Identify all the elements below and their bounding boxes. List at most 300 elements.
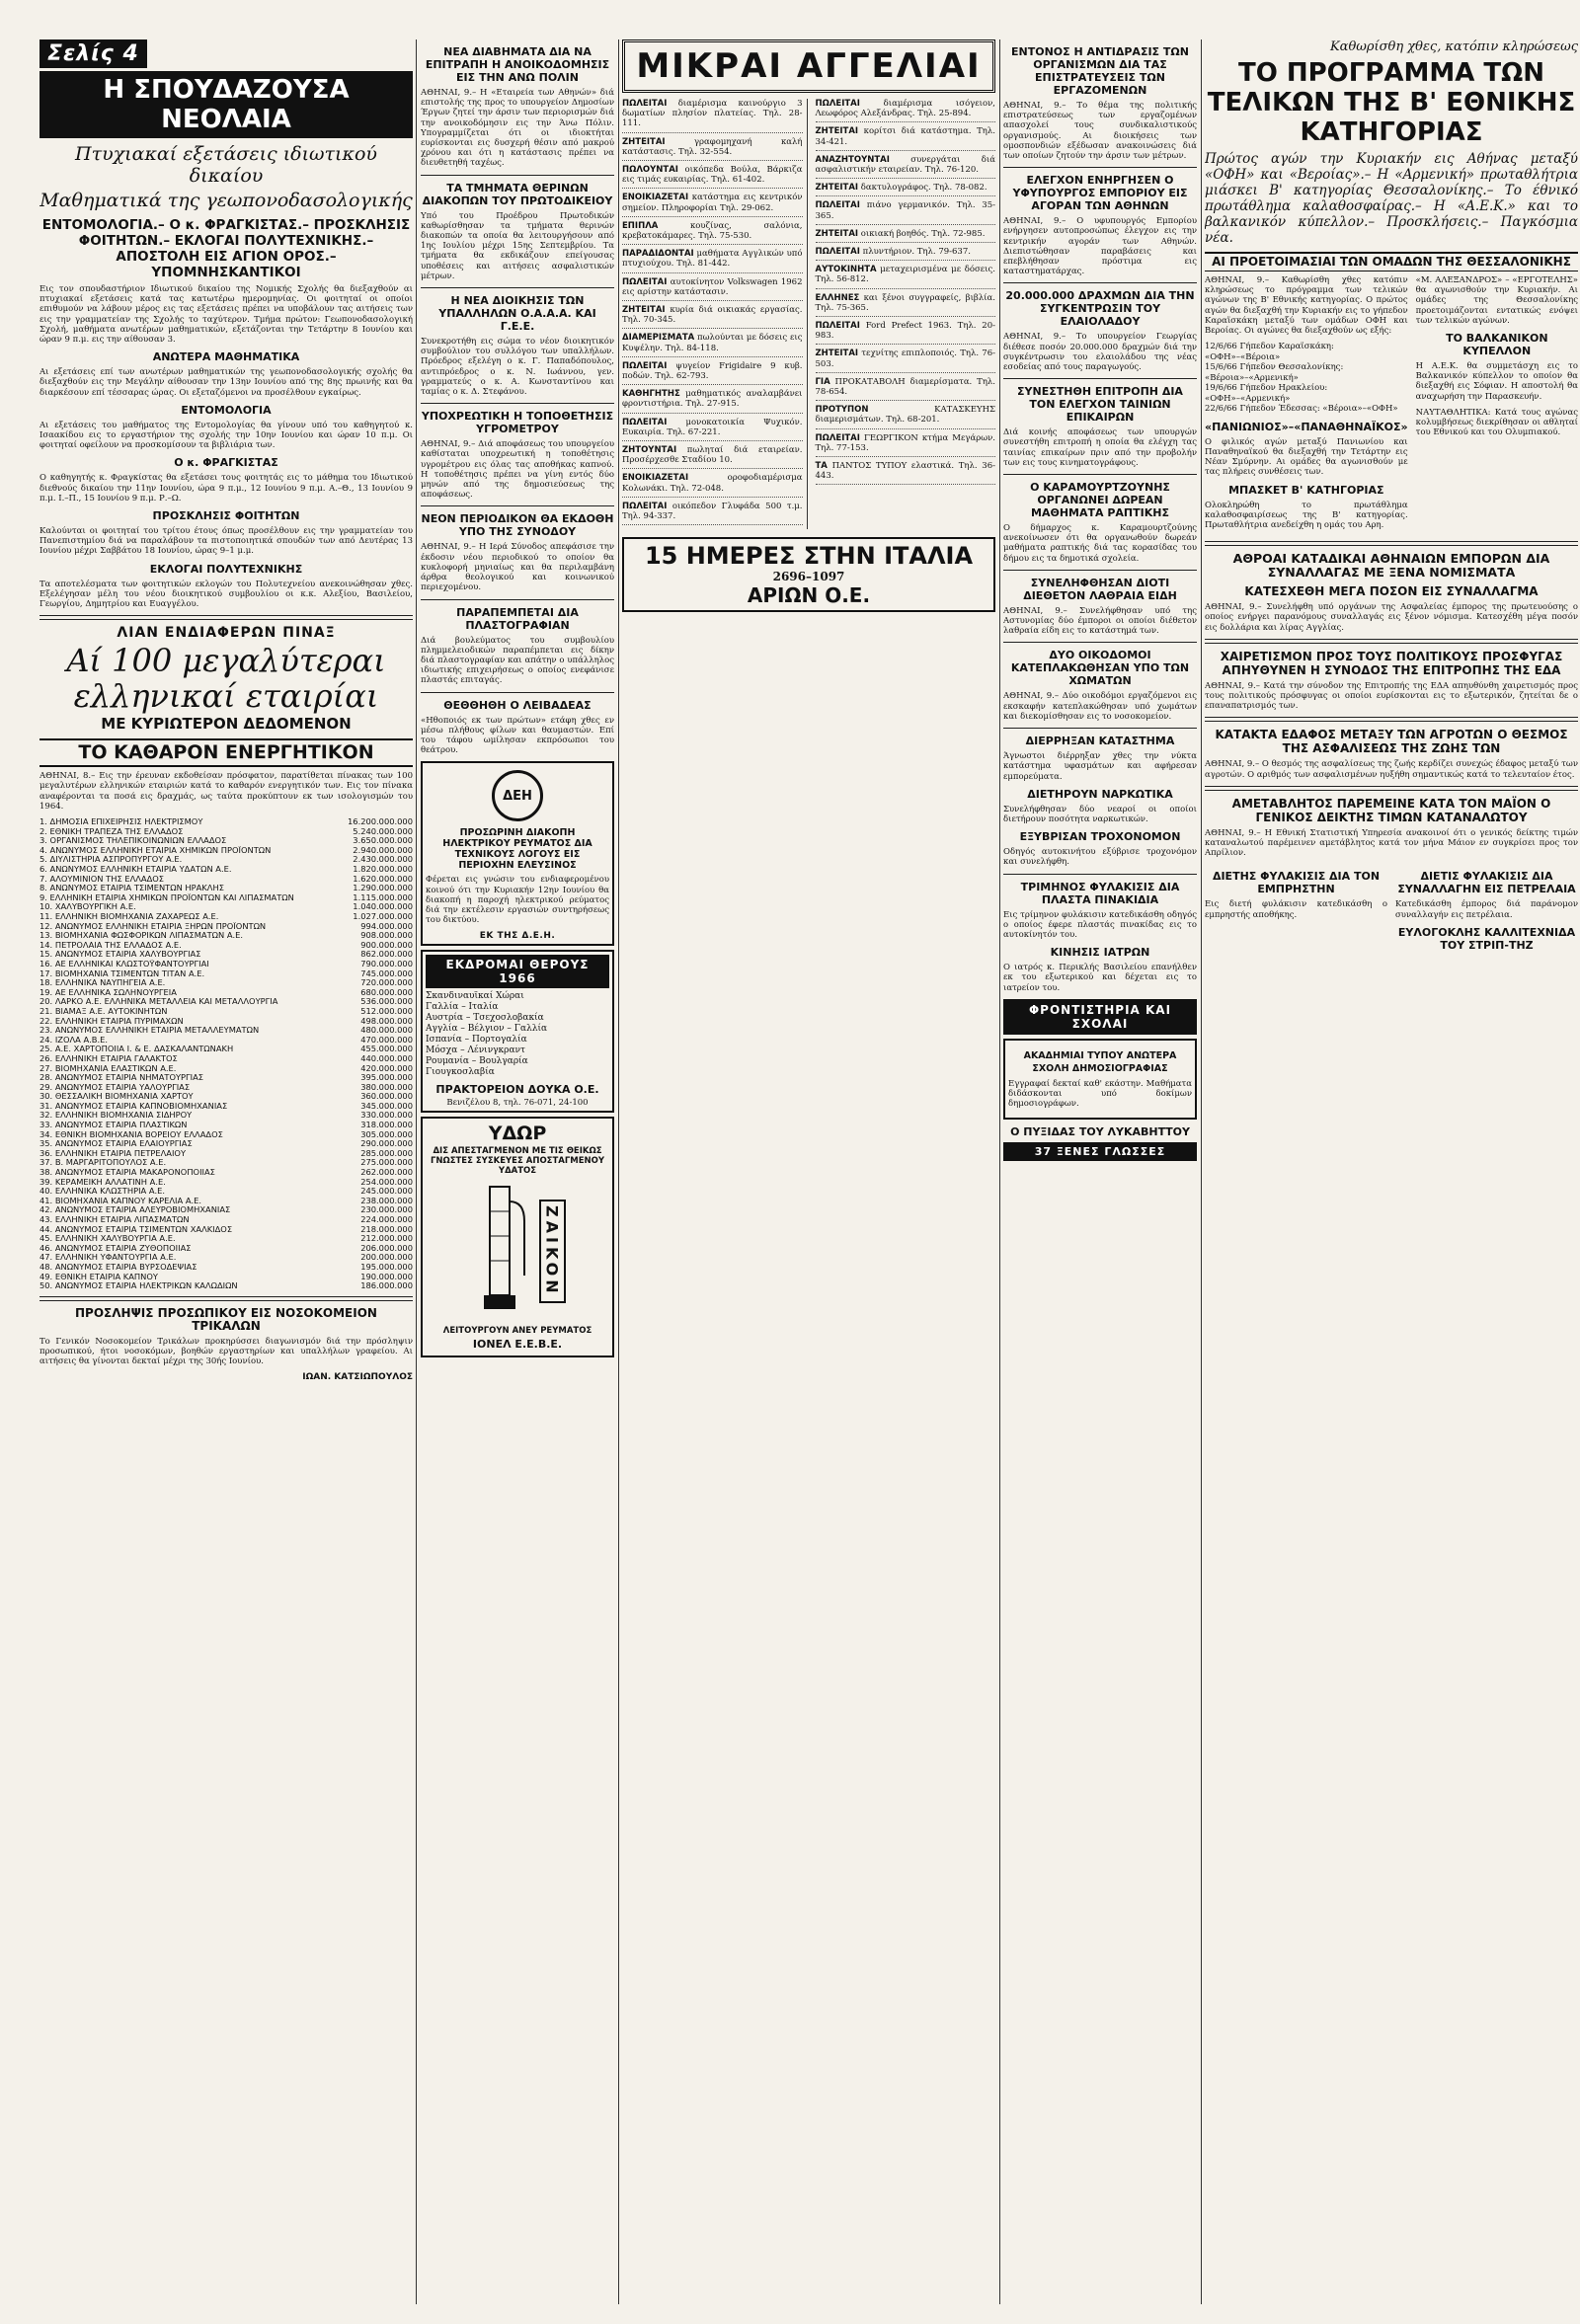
table-row [40, 1187, 413, 1197]
classified-ad: ΑΥΤΟΚΙΝΗΤΑ μεταχειρισμένα με δόσεις. Τηλ. 56-812. [816, 265, 996, 288]
classified-ad: ΖΗΤΕΙΤΑΙ τεχνίτης επιπλοποιός. Τηλ. 76-503. [816, 349, 996, 372]
body-text: Ο φιλικός αγών μεταξύ Πανιωνίου και Παναθηναϊκού θα διεξαχθή την Τετάρτην εις Νέαν Σμύρνην. Αι ομάδες θα αγωνισθούν με τας πλήρεις συνθέσεις των. [1205, 436, 1408, 478]
table-row [40, 1102, 413, 1112]
classified-ad: ΠΩΛΕΙΤΑΙ μονοκατοικία Ψυχικόν. Ευκαιρία. Τηλ. 67-221. [622, 418, 803, 441]
list-item: Γιουγκοσλαβία [426, 1067, 495, 1078]
school-ad [1003, 1039, 1197, 1121]
table-row [40, 1281, 413, 1291]
company-value: 3.650.000.000 [353, 836, 413, 846]
headline: ΤΡΙΜΗΝΟΣ ΦΥΛΑΚΙΣΙΣ ΔΙΑ ΠΛΑΣΤΑ ΠΙΝΑΚΙΔΙΑ [1020, 880, 1180, 906]
company-value: 536.000.000 [360, 997, 413, 1007]
company-value: 305.000.000 [360, 1129, 413, 1139]
table-row [40, 836, 413, 846]
ad-firm: ΑΡΙΩΝ Ο.Ε. [747, 583, 871, 608]
divider [421, 599, 614, 600]
table-row [40, 922, 413, 932]
body-text: Συνεκροτήθη εις σώμα το νέον διοικητικόν συμβούλιον του συλλόγου των υπαλλήλων. Πρόεδρος εξελέγη ο κ. Γ. Παπαδόπουλος, αντιπρόεδρος ο κ. Ν. Ιωάννου, γεν. γραμματεύς ο κ. Α. Κωνσταντίνου και ταμίας ο κ. Δ. Στεφάνου. [421, 337, 614, 398]
ad-title: 15 ΗΜΕΡΕΣ ΣΤΗΝ ΙΤΑΛΙΑ [644, 542, 974, 571]
company-value: 420.000.000 [360, 1063, 413, 1073]
table-row [40, 941, 413, 951]
page-number-logo: Σελίς 4 [40, 39, 147, 68]
company-value: 5.240.000.000 [353, 826, 413, 836]
company-name: 9. ΕΛΛΗΝΙΚΗ ΕΤΑΙΡΙΑ ΧΗΜΙΚΩΝ ΠΡΟΪΟΝΤΩΝ ΚΑΙ ΛΙΠΑΣΜΑΤΩΝ [40, 892, 294, 902]
table-row [40, 997, 413, 1007]
still-apparatus-icon [470, 1182, 529, 1320]
body-text: ΑΘΗΝΑΙ, 9.– Κατά την σύνοδον της Επιτροπής της ΕΔΑ απηυθύνθη χαιρετισμός προς τους πολιτικούς πρόσφυγας οι οποίοι ευρίσκονται εις το εξωτερικόν, ζητείται δε ο επαναπατρισμός των. [1205, 680, 1578, 712]
table-row [40, 893, 413, 903]
company-value: 360.000.000 [360, 1092, 413, 1102]
section-banner: Η ΣΠΟΥΔΑΖΟΥΣΑ ΝΕΟΛΑΙΑ [40, 71, 413, 138]
companies-table [40, 817, 413, 1291]
company-value: 395.000.000 [360, 1073, 413, 1083]
fixture-item: 12/6/66 Γήπεδον Καραϊσκάκη: «ΟΦΗ»–«Βέροια» [1205, 342, 1334, 362]
list-item: Αγγλία – Βέλγιον – Γαλλία [426, 1024, 548, 1035]
divider [1003, 874, 1197, 875]
table-row [40, 1026, 413, 1036]
divider [1003, 167, 1197, 168]
divider [421, 403, 614, 404]
body-text: Εις τρίμηνον φυλάκισιν κατεδικάσθη οδηγός ο οποίος έφερε πλαστάς πινακίδας εις το αυτοκίνητόν του. [1003, 909, 1197, 940]
table-row [40, 1007, 413, 1017]
table-row [40, 1244, 413, 1254]
company-name: 19. ΑΕ ΕΛΛΗΝΙΚΑ ΣΩΛΗΝΟΥΡΓΕΙΑ [40, 987, 177, 997]
company-value: 1.027.000.000 [353, 912, 413, 922]
company-name: 47. ΕΛΛΗΝΙΚΗ ΥΦΑΝΤΟΥΡΓΙΑ Α.Ε. [40, 1253, 177, 1263]
table-row [40, 1149, 413, 1159]
divider [1003, 570, 1197, 571]
lede: Πρώτος αγών την Κυριακήν εις Αθήνας μεταξύ «ΟΦΗ» και «Βεροίας».– Η «Αρμενική» πρωταθλήτρια μιάσκει Β' κατηγορίας Θεσσαλονίκης.– Το έθνικό πρωτάθλημα καλαθοσφαίρας.– Η «Α.Ε.Κ.» και το βαλκανικόν κύπελλον.– Προσκλήσεις.– Παγκόσμια νέα. [1205, 151, 1578, 246]
divider [1003, 728, 1197, 729]
table-row [40, 1111, 413, 1121]
company-value: 285.000.000 [360, 1148, 413, 1158]
classified-ad: ΠΩΛΕΙΤΑΙ Ford Prefect 1963. Τηλ. 20-983. [816, 321, 996, 345]
kicker: ΛΙΑΝ ΕΝΔΙΑΦΕΡΩΝ ΠΙΝΑΞ [117, 625, 336, 642]
company-name: 5. ΔΙΥΛΙΣΤΗΡΙΑ ΑΣΠΡΟΠΥΡΓΟΥ Α.Ε. [40, 855, 183, 865]
table-row [40, 884, 413, 893]
column-3 [622, 39, 995, 2304]
table-row [40, 855, 413, 865]
classified-ad: ΔΙΑΜΕΡΙΣΜΑΤΑ πωλούνται με δόσεις εις Κυψέλην. Τηλ. 84-118. [622, 333, 803, 356]
divider [1205, 717, 1578, 722]
section-heading: ΜΠΑΣΚΕΤ Β' ΚΑΤΗΓΟΡΙΑΣ [1228, 483, 1384, 497]
headline: ΝΕΑ ΔΙΑΒΗΜΑΤΑ ΔΙΑ ΝΑ ΕΠΙΤΡΑΠΗ Η ΑΝΟΙΚΟΔΟΜΗΣΙΣ ΕΙΣ ΤΗΝ ΑΝΩ ΠΟΛΙΝ [425, 45, 610, 84]
divider [40, 615, 413, 620]
company-value: 862.000.000 [360, 950, 413, 960]
body-text: Το Γενικόν Νοσοκομείον Τρικάλων προκηρύσσει διαγωνισμόν διά την πρόσληψιν προσωπικού, ήτοι νοσοκόμων, βοηθών εργαστηρίων και υπαλλήλων γραφείου. Αι αιτήσεις θα γίνονται δεκταί μέχρι της 30ής Ιουνίου. [40, 1336, 413, 1367]
body-text: Ο δήμαρχος κ. Καραμουρτζούνης ανεκοίνωσεν ότι θα οργανωθούν δωρεάν μαθήματα ραπτικής διά τας κορασίδας του δήμου εις τα δημοτικά σχολεία. [1003, 523, 1197, 564]
table-row [40, 846, 413, 856]
company-name: 28. ΑΝΩΝΥΜΟΣ ΕΤΑΙΡΙΑ ΝΗΜΑΤΟΥΡΓΙΑΣ [40, 1073, 204, 1083]
table-row [40, 1273, 413, 1282]
headline: ΠΑΡΑΠΕΜΠΕΤΑΙ ΔΙΑ ΠΛΑΣΤΟΓΡΑΦΙΑΝ [456, 605, 579, 632]
table-row [40, 960, 413, 969]
company-value: 470.000.000 [360, 1035, 413, 1045]
body-text: Φέρεται εις γνώσιν του ενδιαφερομένου κοινού ότι την Κυριακήν 12ην Ιουνίου θα διακοπή η παροχή ηλεκτρικού ρεύματος διά την εκτέλεσιν εργασιών συντηρήσεως του δικτύου. [426, 875, 609, 926]
headline: ΕΝΤΟΝΟΣ Η ΑΝΤΙΔΡΑΣΙΣ ΤΩΝ ΟΡΓΑΝΙΣΜΩΝ ΔΙΑ ΤΑΣ ΕΠΙΣΤΡΑΤΕΥΣΕΙΣ ΤΩΝ ΕΡΓΑΖΟΜΕΝΩΝ [1011, 45, 1189, 97]
company-name: 41. ΒΙΟΜΗΧΑΝΙΑ ΚΑΠΝΟΥ ΚΑΡΕΛΙΑ Α.Ε. [40, 1196, 202, 1205]
company-name: 40. ΕΛΛΗΝΙΚΑ ΚΛΩΣΤΗΡΙΑ Α.Ε. [40, 1187, 166, 1197]
headline: ΣΥΝΕΛΗΦΘΗΣΑΝ ΔΙΟΤΙ ΔΙΕΘΕΤΟΝ ΛΑΘΡΑΙΑ ΕΙΔΗ [1023, 576, 1177, 602]
company-value: 224.000.000 [360, 1215, 413, 1225]
company-value: 345.000.000 [360, 1101, 413, 1111]
body-text: Τα αποτελέσματα των φοιτητικών εκλογών του Πολυτεχνείου ανεκοινώθησαν χθες. Εξελέγησαν μέλη του νέου διοικητικού συμβουλίου οι κ.κ. Αλεξίου, Βασιλείου, Γεωργίου, Δημητρίου και Ευαγγέλου. [40, 579, 413, 610]
body-text: Εις διετή φυλάκισιν κατεδικάσθη ο εμπρηστής αποθήκης. [1205, 899, 1387, 920]
column-rule [1201, 39, 1202, 2304]
table-row [40, 1205, 413, 1215]
body-text: ΑΘΗΝΑΙ, 9.– Συνελήφθη υπό οργάνων της Ασφαλείας έμπορος της πρωτευούσης ο οποίος ενήργει παρανόμους συναλλαγάς εις ξένον νόμισμα. Κατεσχέθη μέγα ποσόν εις δολλάρια και λίρας Αγγλίας. [1205, 602, 1578, 633]
body-text: Η Α.Ε.Κ. θα συμμετάσχη εις το Βαλκανικόν κύπελλον το οποίον θα διεξαχθή εις Σόφιαν. Η αποστολή θα αναχωρήση την Παρασκευήν. [1415, 361, 1578, 402]
body-text: ΑΘΗΝΑΙ, 9.– Διά αποφάσεως του υπουργείου καθίσταται υποχρεωτική η τοποθέτησις υγρομέτρου εις όλας τας αποθήκας καπνού. Η τοποθέτησις πρέπει να γίνη εντός δύο μηνών από της δημοσιεύσεως της αποφάσεως. [421, 439, 614, 501]
section-heading: ΕΝΤΟΜΟΛΟΓΙΑ [181, 403, 272, 417]
section-heading: ΔΙΕΤΙΣ ΦΥΛΑΚΙΣΙΣ ΔΙΑ ΣΥΝΑΛΛΑΓΗΝ ΕΙΣ ΠΕΤΡΕΛΑΙΑ [1397, 870, 1576, 896]
ad-illustration [426, 1182, 609, 1320]
company-value: 1.290.000.000 [353, 884, 413, 893]
company-name: 26. ΕΛΛΗΝΙΚΗ ΕΤΑΙΡΙΑ ΓΑΛΑΚΤΟΣ [40, 1053, 178, 1063]
body-text: Οδηγός αυτοκινήτου εξύβρισε τροχονόμον και συνελήφθη. [1003, 847, 1197, 868]
body-text: Εγγραφαί δεκταί καθ' εκάστην. Μαθήματα διδάσκονται υπό δοκίμων δημοσιογράφων. [1008, 1078, 1192, 1110]
headline: ΣΥΝΕΣΤΗΘΗ ΕΠΙΤΡΟΠΗ ΔΙΑ ΤΟΝ ΕΛΕΓΧΟΝ ΤΑΙΝΙΩΝ ΕΠΙΚΑΙΡΩΝ [1017, 385, 1183, 425]
company-value: 186.000.000 [360, 1281, 413, 1291]
company-name: 44. ΑΝΩΝΥΜΟΣ ΕΤΑΙΡΙΑ ΤΣΙΜΕΝΤΩΝ ΧΑΛΚΙΔΟΣ [40, 1224, 233, 1234]
divider [40, 1296, 413, 1301]
languages-banner: 37 ΞΕΝΕΣ ΓΛΩΣΣΕΣ [1003, 1142, 1197, 1161]
headline: ΑΜΕΤΑΒΛΗΤΟΣ ΠΑΡΕΜΕΙΝΕ ΚΑΤΑ ΤΟΝ ΜΑΪΟΝ Ο ΓΕΝΙΚΟΣ ΔΕΙΚΤΗΣ ΤΙΜΩΝ ΚΑΤΑΝΑΛΩΤΟΥ [1231, 796, 1551, 824]
company-value: 262.000.000 [360, 1168, 413, 1178]
body-text: ΑΘΗΝΑΙ, 9.– Το θέμα της πολιτικής επιστρατεύσεως των εργαζομένων απασχολεί τους συνδικαλιστικούς οργανισμούς. Αι διοικήσεις των ομοσπονδιών εξέδωσαν ανακοινώσεις διά των οποίων ζητούν την άρσιν των μέτρων. [1003, 101, 1197, 162]
table-row [40, 1215, 413, 1225]
classified-ad: ΕΝΟΙΚΙΑΖΕΤΑΙ οροφοδιαμέρισμα Κολωνάκι. Τηλ. 72-048. [622, 473, 803, 497]
company-name: 25. Α.Ε. ΧΑΡΤΟΠΟΙΙΑ Ι. & Ε. ΔΑΣΚΑΛΑΝΤΩΝΑΚΗ [40, 1045, 234, 1054]
headline: Ο ΚΑΡΑΜΟΥΡΤΖΟΥΝΗΣ ΟΡΓΑΝΩΝΕΙ ΔΩΡΕΑΝ ΜΑΘΗΜΑΤΑ ΡΑΠΤΙΚΗΣ [1030, 481, 1170, 520]
headline: ΑΘΡΟΑΙ ΚΑΤΑΔΙΚΑΙ ΑΘΗΝΑΙΩΝ ΕΜΠΟΡΩΝ ΔΙΑ ΣΥΝΑΛΛΑΓΑΣ ΜΕ ΞΕΝΑ ΝΟΜΙΣΜΑΤΑ [1232, 551, 1550, 581]
company-name: 12. ΑΝΩΝΥΜΟΣ ΕΛΛΗΝΙΚΗ ΕΤΑΙΡΙΑ ΞΗΡΩΝ ΠΡΟΪΟΝΤΩΝ [40, 921, 267, 931]
divider [1205, 639, 1578, 644]
table-row [40, 931, 413, 941]
body-text: ΑΘΗΝΑΙ, 9.– Συνελήφθησαν υπό της Αστυνομίας δύο έμποροι οι οποίοι διέθετον λαθραία είδη εις το κατάστημά των. [1003, 605, 1197, 637]
brief-columns [1205, 864, 1578, 955]
company-value: 206.000.000 [360, 1243, 413, 1253]
section-heading: ΕΚΛΟΓΑΙ ΠΟΛΥΤΕΧΝΙΚΗΣ [149, 562, 303, 576]
classified-ad: ΖΗΤΕΙΤΑΙ κυρία διά οικιακάς εργασίας. Τηλ. 70-345. [622, 305, 803, 329]
headline: ΠΡΟΣΛΗΨΙΣ ΠΡΟΣΩΠΙΚΟΥ ΕΙΣ ΝΟΣΟΚΟΜΕΙΟΝ ΤΡΙΚΑΛΩΝ [75, 1305, 377, 1333]
list-item: Ρουμανία – Βουλγαρία [426, 1056, 528, 1067]
company-value: 245.000.000 [360, 1187, 413, 1197]
classified-ad: ΤΑ ΠΑΝΤΟΣ ΤΥΠΟΥ ελαστικά. Τηλ. 36-443. [816, 461, 996, 485]
divider [421, 505, 614, 506]
column-4 [1003, 39, 1197, 2304]
column-5 [1205, 39, 1578, 2304]
signature: ΙΩΑΝ. ΚΑΤΣΙΩΠΟΥΛΟΣ [302, 1372, 413, 1383]
headline: Ο ΠΥΞΙΔΑΣ ΤΟΥ ΛΥΚΑΒΗΤΤΟΥ [1010, 1125, 1190, 1139]
body-text: ΑΘΗΝΑΙ, 8.– Εις την έρευναν εκδοθείσαν πρόσφατον, παρατίθεται πίνακας των 100 μεγαλυτέρων ελληνικών εταιριών κατά το καθαρόν ενεργητικόν των. Εις τον πίνακα αναφέρονται τα ποσά εις δραχμάς, ως ταύτα προκύπτουν εκ των ισολογισμών του 1964. [40, 771, 413, 812]
company-name: 7. ΑΛΟΥΜΙΝΙΟΝ ΤΗΣ ΕΛΛΑΔΟΣ [40, 874, 165, 884]
classified-ad: ΓΙΑ ΠΡΟΚΑΤΑΒΟΛΗ διαμερίσματα. Τηλ. 78-654. [816, 377, 996, 401]
company-name: 21. ΒΙΑΜΑΞ Α.Ε. ΑΥΤΟΚΙΝΗΤΩΝ [40, 1006, 168, 1016]
list-item: Αυστρία – Τσεχοσλοβακία [426, 1013, 544, 1024]
divider [421, 692, 614, 693]
divider [1205, 786, 1578, 791]
section-heading: ΔΙΕΤΗΣ ΦΥΛΑΚΙΣΙΣ ΔΙΑ ΤΟΝ ΕΜΠΡΗΣΤΗΝ [1212, 870, 1381, 896]
divider [1205, 541, 1578, 546]
company-name: 17. ΒΙΟΜΗΧΑΝΙΑ ΤΣΙΜΕΝΤΩΝ ΤΙΤΑΝ Α.Ε. [40, 968, 205, 978]
classifieds-column [816, 99, 996, 529]
headline: ΤΑ ΤΜΗΜΑΤΑ ΘΕΡΙΝΩΝ ΔΙΑΚΟΠΩΝ ΤΟΥ ΠΡΩΤΟΔΙΚΕΙΟΥ [422, 181, 613, 207]
column-1 [40, 39, 413, 2304]
company-name: 35. ΑΝΩΝΥΜΟΣ ΕΤΑΙΡΙΑ ΕΛΑΙΟΥΡΓΙΑΣ [40, 1139, 193, 1149]
table-row [40, 1017, 413, 1027]
headline: ΥΠΟΧΡΕΩΤΙΚΗ Η ΤΟΠΟΘΕΤΗΣΙΣ ΥΓΡΟΜΕΤΡΟΥ [421, 410, 614, 436]
body-text: ΑΘΗΝΑΙ, 9.– Η Ιερά Σύνοδος απεφάσισε την έκδοσιν νέου περιοδικού το οποίον θα κυκλοφορή μηνιαίως και θα περιλαμβάνη άρθρα θεολογικού και κοινωνικού περιεχομένου. [421, 542, 614, 593]
section-heading: ΤΟ ΒΑΛΚΑΝΙΚΟΝ ΚΥΠΕΛΛΟΝ [1446, 332, 1548, 358]
body-text: Ο καθηγητής κ. Φραγκίστας θα εξετάσει τους φοιτητάς εις το μάθημα του Ιδιωτικού διεθνούς δικαίου την 11ην Ιουνίου, ώρα 9 π.μ., 12 Ιουνίου 9 π.μ. Α.–Θ., 13 Ιουνίου 9 π.μ. Ι.–Π., 15 Ιουνίου 9 π.μ. Ρ.–Ω. [40, 473, 413, 504]
table-row [40, 969, 413, 979]
main-headline: ΤΟ ΠΡΟΓΡΑΜΜΑ ΤΩΝ ΤΕΛΙΚΩΝ ΤΗΣ Β' ΕΘΝΙΚΗΣ ΚΑΤΗΓΟΡΙΑΣ [1207, 58, 1576, 147]
power-outage-notice [421, 761, 614, 946]
company-name: 48. ΑΝΩΝΥΜΟΣ ΕΤΑΙΡΙΑ ΒΥΡΣΟΔΕΨΙΑΣ [40, 1262, 198, 1272]
table-row [40, 1234, 413, 1244]
company-value: 2.430.000.000 [353, 855, 413, 865]
body-text: «Ηθοποιός εκ των πρώτων» ετάφη χθες εν μέσω πλήθους φίλων και θαυμαστών. Επί του τάφου ωμίλησαν εκπρόσωποι του θεάτρου. [421, 715, 614, 756]
ad-price: 2696–1097 [772, 570, 845, 584]
divider [1003, 642, 1197, 643]
classified-ad: ΠΩΛΕΙΤΑΙ ΓΕΩΡΓΙΚΟΝ κτήμα Μεγάρων. Τηλ. 77-153. [816, 433, 996, 457]
body-text: ΑΘΗΝΑΙ, 9.– Το υπουργείον Γεωργίας διέθεσε ποσόν 20.000.000 δραχμών διά την συγκέντρωσιν του ελαιολάδου της νέας εσοδείας από τους παραγωγούς. [1003, 332, 1197, 373]
classified-ad: ΚΑΘΗΓΗΤΗΣ μαθηματικός αναλαμβάνει φροντιστήρια. Τηλ. 27-915. [622, 389, 803, 413]
table-row [40, 817, 413, 827]
sports-columns [1205, 275, 1578, 536]
table-row [40, 1225, 413, 1235]
headline: Μαθηματικά της γεωπονοδασολογικής [40, 190, 413, 211]
subheadline: ΕΝΤΟΜΟΛΟΓΙΑ.– Ο κ. ΦΡΑΓΚΙΣΤΑΣ.– ΠΡΟΣΚΛΗΣΙΣ ΦΟΙΤΗΤΩΝ.– ΕΚΛΟΓΑΙ ΠΟΛΥΤΕΧΝΙΚΗΣ.– ΑΠΟΣΤΟΛΗ ΕΙΣ ΑΓΙΟΝ ΟΡΟΣ.– ΥΠΟΜΝΗΣΚΑΝΤΙΚΟΙ [41, 217, 411, 280]
company-name: 18. ΕΛΛΗΝΙΚΑ ΝΑΥΠΗΓΕΙΑ Α.Ε. [40, 978, 166, 988]
company-value: 190.000.000 [360, 1272, 413, 1281]
body-text: ΝΑΥΤΑΘΛΗΤΙΚΑ: Κατά τους αγώνας κολυμβήσεως διεκρίθησαν οι αθληταί του Εθνικού και του Ολυμπιακού. [1415, 407, 1578, 438]
classifieds-grid [622, 99, 995, 529]
classified-ad: ΠΩΛΕΙΤΑΙ διαμέρισμα ισόγειον, Λεωφόρος Αλεξάνδρας. Τηλ. 25-894. [816, 99, 996, 122]
classified-ad: ΖΗΤΕΙΤΑΙ οικιακή βοηθός. Τηλ. 72-985. [816, 229, 996, 243]
body-text: ΑΘΗΝΑΙ, 9.– Η «Εταιρεία των Αθηνών» διά επιστολής της προς το υπουργείον Δημοσίων Έργων ζητεί την άρσιν των περιορισμών διά την ανοικοδόμησιν εις την Άνω Πόλιν. Υπογραμμίζεται ότι οι ιδιοκτήται ευρίσκονται εις δυσχερή θέσιν από μακρού χρόνου και ότι η κατάστασις πρέπει να διευθετηθή ταχέως. [421, 88, 614, 169]
body-text: Διά κοινής αποφάσεως των υπουργών συνεστήθη επιτροπή η οποία θα ελέγχη τας ταινίας επικαίρων πριν από την προβολήν των εις τους κινηματογράφους. [1003, 427, 1197, 468]
classified-ad: ΠΩΛΕΙΤΑΙ ψυγείον Frigidaire 9 κυβ. ποδών. Τηλ. 62-793. [622, 361, 803, 385]
company-name: 3. ΟΡΓΑΝΙΣΜΟΣ ΤΗΛΕΠΙΚΟΙΝΩΝΙΩΝ ΕΛΛΑΔΟΣ [40, 836, 227, 846]
classified-ad: ΖΗΤΕΙΤΑΙ γραφομηχανή καλή κατάστασις. Τηλ. 32-554. [622, 137, 803, 161]
body-text: ΑΘΗΝΑΙ, 9.– Ο θεσμός της ασφαλίσεως της ζωής κερδίζει συνεχώς έδαφος μεταξύ των αγροτών. Ο αριθμός των ασφαλισμένων ηυξήθη σημαντικώς κατά το τελευταίον έτος. [1205, 759, 1578, 780]
classified-ad: ΠΩΛΟΥΝΤΑΙ οικόπεδα Βούλα, Βάρκιζα εις τιμάς ευκαιρίας. Τηλ. 61-402. [622, 165, 803, 189]
column-rule [416, 39, 417, 2304]
company-value: 275.000.000 [360, 1158, 413, 1168]
company-name: 13. ΒΙΟΜΗΧΑΝΙΑ ΦΩΣΦΟΡΙΚΩΝ ΛΙΠΑΣΜΑΤΩΝ Α.Ε. [40, 931, 244, 941]
section-heading: «ΠΑΝΙΩΝΙΟΣ»–«ΠΑΝΑΘΗΝΑΪΚΟΣ» [1205, 420, 1408, 433]
fixture-item: 15/6/66 Γήπεδον Θεσσαλονίκης: «Βέροια»–«Αρμενική» [1205, 362, 1344, 383]
fixtures-list [1205, 342, 1408, 415]
company-value: 200.000.000 [360, 1253, 413, 1263]
list-item: Μόσχα – Λένινγκραντ [426, 1046, 525, 1056]
company-value: 900.000.000 [360, 940, 413, 950]
table-row [40, 827, 413, 837]
tour-list [426, 988, 609, 1081]
list-item: Γαλλία – Ιταλία [426, 1002, 499, 1013]
deh-logo: ΔΕΗ [492, 770, 543, 821]
company-name: 42. ΑΝΩΝΥΜΟΣ ΕΤΑΙΡΙΑ ΑΛΕΥΡΟΒΙΟΜΗΧΑΝΙΑΣ [40, 1205, 231, 1215]
notice-signature: ΕΚ ΤΗΣ Δ.Ε.Η. [479, 931, 556, 942]
company-value: 680.000.000 [360, 987, 413, 997]
headline: ΚΑΤΑΚΤΑ ΕΔΑΦΟΣ ΜΕΤΑΞΥ ΤΩΝ ΑΓΡΟΤΩΝ Ο ΘΕΣΜΟΣ ΤΗΣ ΑΣΦΑΛΙΣΕΩΣ ΤΗΣ ΖΩΗΣ ΤΩΝ [1215, 728, 1568, 756]
classified-ad: ΕΝΟΙΚΙΑΖΕΤΑΙ κατάστημα εις κεντρικόν σημείον. Πληροφορίαι Τηλ. 29-062. [622, 193, 803, 216]
subheadline: ΜΕ ΚΥΡΙΩΤΕΡΟΝ ΔΕΔΟΜΕΝΟΝ [101, 715, 352, 734]
column-rule [999, 39, 1000, 2304]
classified-ad: ΠΩΛΕΙΤΑΙ διαμέρισμα καινούργιο 3 δωματίων πλησίον πλατείας. Τηλ. 28-111. [622, 99, 803, 133]
company-value: 290.000.000 [360, 1139, 413, 1149]
company-name: 11. ΕΛΛΗΝΙΚΗ ΒΙΟΜΗΧΑΝΙΑ ΖΑΧΑΡΕΩΣ Α.Ε. [40, 912, 219, 922]
body-text: «Μ. ΑΛΕΞΑΝΔΡΟΣ» – «ΕΡΓΟΤΕΛΗΣ» θα αγωνισθούν την Κυριακήν. Αι ομάδες της Θεσσαλονίκης προετοιμάζονται εντατικώς ενόψει των τελικών αγώνων. [1415, 275, 1578, 326]
summer-tours-ad [421, 950, 614, 1113]
company-value: 745.000.000 [360, 968, 413, 978]
company-value: 230.000.000 [360, 1205, 413, 1215]
company-value: 218.000.000 [360, 1224, 413, 1234]
body-text: Συνελήφθησαν δύο νεαροί οι οποίοι διετήρουν ποσότητα ναρκωτικών. [1003, 804, 1197, 824]
company-name: 38. ΑΝΩΝΥΜΟΣ ΕΤΑΙΡΙΑ ΜΑΚΑΡΟΝΟΠΟΙΙΑΣ [40, 1168, 215, 1178]
company-name: 39. ΚΕΡΑΜΕΙΚΗ ΑΛΛΑΤΙΝΗ Α.Ε. [40, 1177, 166, 1187]
company-name: 31. ΑΝΩΝΥΜΟΣ ΕΤΑΙΡΙΑ ΚΑΠΝΟΒΙΟΜΗΧΑΝΙΑΣ [40, 1101, 228, 1111]
body-text: Εις τον σπουδαστήριον Ιδιωτικού δικαίου της Νομικής Σχολής θα διεξαχθούν αι πτυχιακαί εξετάσεις κατά τας κατωτέρω ημερομηνίας. Οι φοιτηταί οι οποίοι επιθυμούν να λάβουν μέρος εις τας εξετάσεις πρέπει να υποβάλουν τας αιτήσεις των εις την γραμματείαν της Σχολής το ταχύτερον. Τμήμα πρώτον: Γεωπονοδασολογική Σχολή, μαθήματα ανωτέρων μαθηματικών, εξετάζονται την Τετάρτην 8 Ιουνίου και ώραν 9 π.μ. εις την αίθουσαν 3. [40, 284, 413, 346]
ad-title: ΑΚΑΔΗΜΙΑΙ ΤΥΠΟΥ ΑΝΩΤΕΡΑ ΣΧΟΛΗ ΔΗΜΟΣΙΟΓΡΑΦΙΑΣ [1023, 1049, 1177, 1074]
headline: ΝΕΟΝ ΠΕΡΙΟΔΙΚΟΝ ΘΑ ΕΚΔΟΘΗ ΥΠΟ ΤΗΣ ΣΥΝΟΔΟΥ [421, 512, 614, 539]
company-value: 195.000.000 [360, 1262, 413, 1272]
company-name: 22. ΕΛΛΗΝΙΚΗ ΕΤΑΙΡΙΑ ΠΥΡΙΜΑΧΩΝ [40, 1016, 184, 1026]
section-heading: ΠΡΟΣΚΛΗΣΙΣ ΦΟΙΤΗΤΩΝ [152, 509, 300, 523]
distilled-water-ad [421, 1117, 614, 1357]
classified-ad: ΠΩΛΕΙΤΑΙ οικόπεδον Γλυφάδα 500 τ.μ. Τηλ. 94-337. [622, 502, 803, 525]
section-heading: Ο κ. ΦΡΑΓΚΙΣΤΑΣ [174, 456, 278, 470]
company-name: 34. ΕΘΝΙΚΗ ΒΙΟΜΗΧΑΝΙΑ ΒΟΡΕΙΟΥ ΕΛΛΑΔΟΣ [40, 1129, 223, 1139]
company-value: 455.000.000 [360, 1045, 413, 1054]
italy-tour-ad [622, 537, 995, 612]
classifieds-column [622, 99, 808, 529]
classified-ad: ΖΗΤΕΙΤΑΙ κορίτσι διά κατάστημα. Τηλ. 34-421. [816, 126, 996, 150]
headline: Πτυχιακαί εξετάσεις ιδιωτικού δικαίου [75, 143, 377, 187]
table-row [40, 1139, 413, 1149]
headline: ΘΕΘΘΗΘΗ Ο ΛΕΙΒΑΔΕΑΣ [443, 698, 592, 712]
body-text: Καλούνται οι φοιτηταί του τρίτου έτους όπως προσέλθουν εις την γραμματείαν του Πανεπιστημίου διά να παραλάβουν τα πιστοποιητικά σπουδών των από Δευτέρας 13 Ιουνίου μέχρι Σαββάτου 18 Ιουνίου, ώρας 9–1 μ.μ. [40, 526, 413, 557]
company-value: 790.000.000 [360, 959, 413, 968]
body-text: Διά βουλεύματος του συμβουλίου πλημμελειοδικών παραπέμπεται εις δίκην διά πλαστογραφίαν και απάτην ο υπάλληλος ιδιωτικής επιχειρήσεως ο οποίος ενεφάνισε πλαστάς επιταγάς. [421, 635, 614, 686]
classified-ad: ΕΠΙΠΛΑ κουζίνας, σαλόνια, κρεβατοκάμαρες. Τηλ. 75-530. [622, 221, 803, 245]
company-name: 15. ΑΝΩΝΥΜΟΣ ΕΤΑΙΡΙΑ ΧΑΛΥΒΟΥΡΓΙΑΣ [40, 950, 201, 960]
company-name: 1. ΔΗΜΟΣΙΑ ΕΠΙΧΕΙΡΗΣΙΣ ΗΛΕΚΤΡΙΣΜΟΥ [40, 817, 203, 827]
table-row [40, 978, 413, 988]
table-row [40, 1168, 413, 1178]
headline: ΔΙΕΤΗΡΟΥΝ ΝΑΡΚΩΤΙΚΑ [1027, 787, 1173, 801]
table-row [40, 988, 413, 998]
classified-ad: ΑΝΑΖΗΤΟΥΝΤΑΙ συνεργάται διά ασφαλιστικήν εταιρείαν. Τηλ. 76-120. [816, 155, 996, 179]
ad-title: ΥΔΩΡ [488, 1123, 547, 1145]
classified-ad: ΠΩΛΕΙΤΑΙ πλυντήριον. Τηλ. 79-637. [816, 247, 996, 261]
classified-ad: ΠΩΛΕΙΤΑΙ πιάνο γερμανικόν. Τηλ. 35-365. [816, 200, 996, 224]
classified-ad: ΠΩΛΕΙΤΑΙ αυτοκίνητον Volkswagen 1962 εις αρίστην κατάστασιν. [622, 277, 803, 301]
subheadline: ΑΙ ΠΡΟΕΤΟΙΜΑΣΙΑΙ ΤΩΝ ΟΜΑΔΩΝ ΤΗΣ ΘΕΣΣΑΛΟΝΙΚΗΣ [1205, 252, 1578, 271]
schools-banner: ΦΡΟΝΤΙΣΤΗΡΙΑ ΚΑΙ ΣΧΟΛΑΙ [1003, 999, 1197, 1035]
company-value: 994.000.000 [360, 921, 413, 931]
table-row [40, 950, 413, 960]
table-row [40, 1036, 413, 1046]
classified-ad: ΠΑΡΑΔΙΔΟΝΤΑΙ μαθήματα Αγγλικών υπό πτυχιούχου. Τηλ. 81-442. [622, 249, 803, 272]
company-name: 23. ΑΝΩΝΥΜΟΣ ΕΛΛΗΝΙΚΗ ΕΤΑΙΡΙΑ ΜΕΤΑΛΛΕΥΜΑΤΩΝ [40, 1026, 260, 1036]
brand-label: ZAIKON [539, 1200, 566, 1303]
company-value: 1.620.000.000 [353, 874, 413, 884]
company-name: 29. ΑΝΩΝΥΜΟΣ ΕΤΑΙΡΙΑ ΥΑΛΟΥΡΓΙΑΣ [40, 1082, 191, 1092]
company-name: 2. ΕΘΝΙΚΗ ΤΡΑΠΕΖΑ ΤΗΣ ΕΛΛΑΔΟΣ [40, 826, 184, 836]
ad-footer: ΛΕΙΤΟΥΡΓΟΥΝ ΑΝΕΥ ΡΕΥΜΑΤΟΣ [442, 1326, 592, 1337]
table-row [40, 1130, 413, 1140]
company-name: 36. ΕΛΛΗΝΙΚΗ ΕΤΑΙΡΙΑ ΠΕΤΡΕΛΑΙΟΥ [40, 1148, 187, 1158]
table-row [40, 1178, 413, 1188]
ad-firm: ΠΡΑΚΤΟΡΕΙΟΝ ΔΟΥΚΑ Ο.Ε. [435, 1083, 599, 1097]
company-value: 254.000.000 [360, 1177, 413, 1187]
body-text: ΑΘΗΝΑΙ, 9.– Η Εθνική Στατιστική Υπηρεσία ανακοινοί ότι ο γενικός δείκτης τιμών καταναλωτού παρέμεινεν αμετάβλητος κατά τον μήνα Μάιον εν συγκρίσει προς τον Απρίλιον. [1205, 827, 1578, 859]
company-name: 8. ΑΝΩΝΥΜΟΣ ΕΤΑΙΡΙΑ ΤΣΙΜΕΝΤΩΝ ΗΡΑΚΛΗΣ [40, 884, 224, 893]
list-item: Σκανδιναυϊκαί Χώραι [426, 991, 524, 1002]
company-value: 480.000.000 [360, 1026, 413, 1036]
headline: ΔΥΟ ΟΙΚΟΔΟΜΟΙ ΚΑΤΕΠΛΑΚΩΘΗΣΑΝ ΥΠΟ ΤΩΝ ΧΩΜΑΤΩΝ [1010, 649, 1190, 688]
company-value: 330.000.000 [360, 1111, 413, 1121]
company-value: 212.000.000 [360, 1234, 413, 1244]
divider [1003, 282, 1197, 283]
table-row [40, 1197, 413, 1206]
classified-ad: ΖΗΤΕΙΤΑΙ δακτυλογράφος. Τηλ. 78-082. [816, 183, 996, 196]
kicker: Καθωρίσθη χθες, κατόπιν κληρώσεως [1329, 39, 1578, 54]
company-name: 4. ΑΝΩΝΥΜΟΣ ΕΛΛΗΝΙΚΗ ΕΤΑΙΡΙΑ ΧΗΜΙΚΩΝ ΠΡΟΪΟΝΤΩΝ [40, 845, 272, 855]
headline: Η ΝΕΑ ΔΙΟΙΚΗΣΙΣ ΤΩΝ ΥΠΑΛΛΗΛΩΝ Ο.Α.Α.Α. ΚΑΙ Γ.Ε.Ε. [438, 294, 596, 334]
ad-address: Βενιζέλου 8, τηλ. 76-071, 24-100 [446, 1098, 589, 1109]
ad-title: ΕΚΔΡΟΜΑΙ ΘΕΡΟΥΣ 1966 [426, 955, 609, 988]
headline: ΔΙΕΡΡΗΞΑΝ ΚΑΤΑΣΤΗΜΑ [1025, 735, 1175, 748]
company-value: 1.040.000.000 [353, 902, 413, 912]
body-text: Άγνωστοι διέρρηξαν χθες την νύκτα κατάστημα υφασμάτων και αφήρεσαν εμπορεύματα. [1003, 751, 1197, 782]
table-row [40, 1158, 413, 1168]
company-name: 24. ΙΖΟΛΑ Α.Β.Ε. [40, 1035, 109, 1045]
company-name: 10. ΧΑΛΥΒΟΥΡΓΙΚΗ Α.Ε. [40, 902, 136, 912]
classified-ad: ΖΗΤΟΥΝΤΑΙ πωληταί διά εταιρείαν. Προσέρχεσθε Σταδίου 10. [622, 445, 803, 469]
body-text: ΑΘΗΝΑΙ, 9.– Καθωρίσθη χθες κατόπιν κληρώσεως το πρόγραμμα των τελικών αγώνων της Β' Εθνικής κατηγορίας. Ο πρώτος αγών θα διεξαχθή την Κυριακήν εις το γήπεδον Καραϊσκάκη μεταξύ των ομάδων ΟΦΗ και Βεροίας. Οι αγώνες θα διεξαχθούν ως εξής: [1205, 275, 1408, 337]
company-name: 33. ΑΝΩΝΥΜΟΣ ΕΤΑΙΡΙΑ ΠΛΑΣΤΙΚΩΝ [40, 1121, 188, 1130]
body-text: Κατεδικάσθη έμπορος διά παράνομον συναλλαγήν εις πετρέλαια. [1395, 899, 1578, 920]
main-headline: Αί 100 μεγαλύτεραι ελληνικαί εταιρίαι [66, 642, 386, 716]
notice-title: ΠΡΟΣΩΡΙΝΗ ΔΙΑΚΟΠΗ ΗΛΕΚΤΡΙΚΟΥ ΡΕΥΜΑΤΟΣ ΔΙΑ ΤΕΧΝΙΚΟΥΣ ΛΟΓΟΥΣ ΕΙΣ ΠΕΡΙΟΧΗΝ ΕΛΕΥΣΙΝΟΣ [442, 827, 592, 872]
company-name: 6. ΑΝΩΝΥΜΟΣ ΕΛΛΗΝΙΚΗ ΕΤΑΙΡΙΑ ΥΔΑΤΩΝ Α.Ε. [40, 865, 232, 875]
column-rule [618, 39, 619, 2304]
table-row [40, 1253, 413, 1263]
table-row [40, 1092, 413, 1102]
table-row [40, 1064, 413, 1074]
company-value: 720.000.000 [360, 978, 413, 988]
classified-ad: ΠΡΟΤΥΠΟΝ ΚΑΤΑΣΚΕΥΗΣ διαμερισμάτων. Τηλ. 68-201. [816, 405, 996, 428]
table-row [40, 1263, 413, 1273]
subheadline: ΚΑΤΕΣΧΕΘΗ ΜΕΓΑ ΠΟΣΟΝ ΕΙΣ ΣΥΝΑΛΛΑΓΜΑ [1244, 584, 1539, 599]
divider [421, 287, 614, 288]
body-text: Ο ιατρός κ. Περικλής Βασιλείου επανήλθεν εκ του εξωτερικού και δέχεται εις το ιατρείον του. [1003, 963, 1197, 993]
company-name: 37. Β. ΜΑΡΓΑΡΙΤΟΠΟΥΛΟΣ Α.Ε. [40, 1158, 167, 1168]
company-value: 440.000.000 [360, 1053, 413, 1063]
column-2 [421, 39, 614, 2304]
headline: 20.000.000 ΔΡΑΧΜΩΝ ΔΙΑ ΤΗΝ ΣΥΓΚΕΝΤΡΩΣΙΝ ΤΟΥ ΕΛΑΙΟΛΑΔΟΥ [1005, 289, 1195, 329]
company-name: 14. ΠΕΤΡΟΛΑΙΑ ΤΗΣ ΕΛΛΑΔΟΣ Α.Ε. [40, 940, 182, 950]
company-value: 1.115.000.000 [353, 892, 413, 902]
ad-firm: ΙΟΝΕΛ Ε.Ε.Β.Ε. [472, 1338, 563, 1352]
table-row [40, 1054, 413, 1064]
list-item: Ισπανία – Πορτογαλία [426, 1035, 527, 1046]
fixture-item: 19/6/66 Γήπεδον Ηρακλείου: «ΟΦΗ»–«Αρμενική» [1205, 383, 1328, 404]
company-value: 2.940.000.000 [353, 845, 413, 855]
